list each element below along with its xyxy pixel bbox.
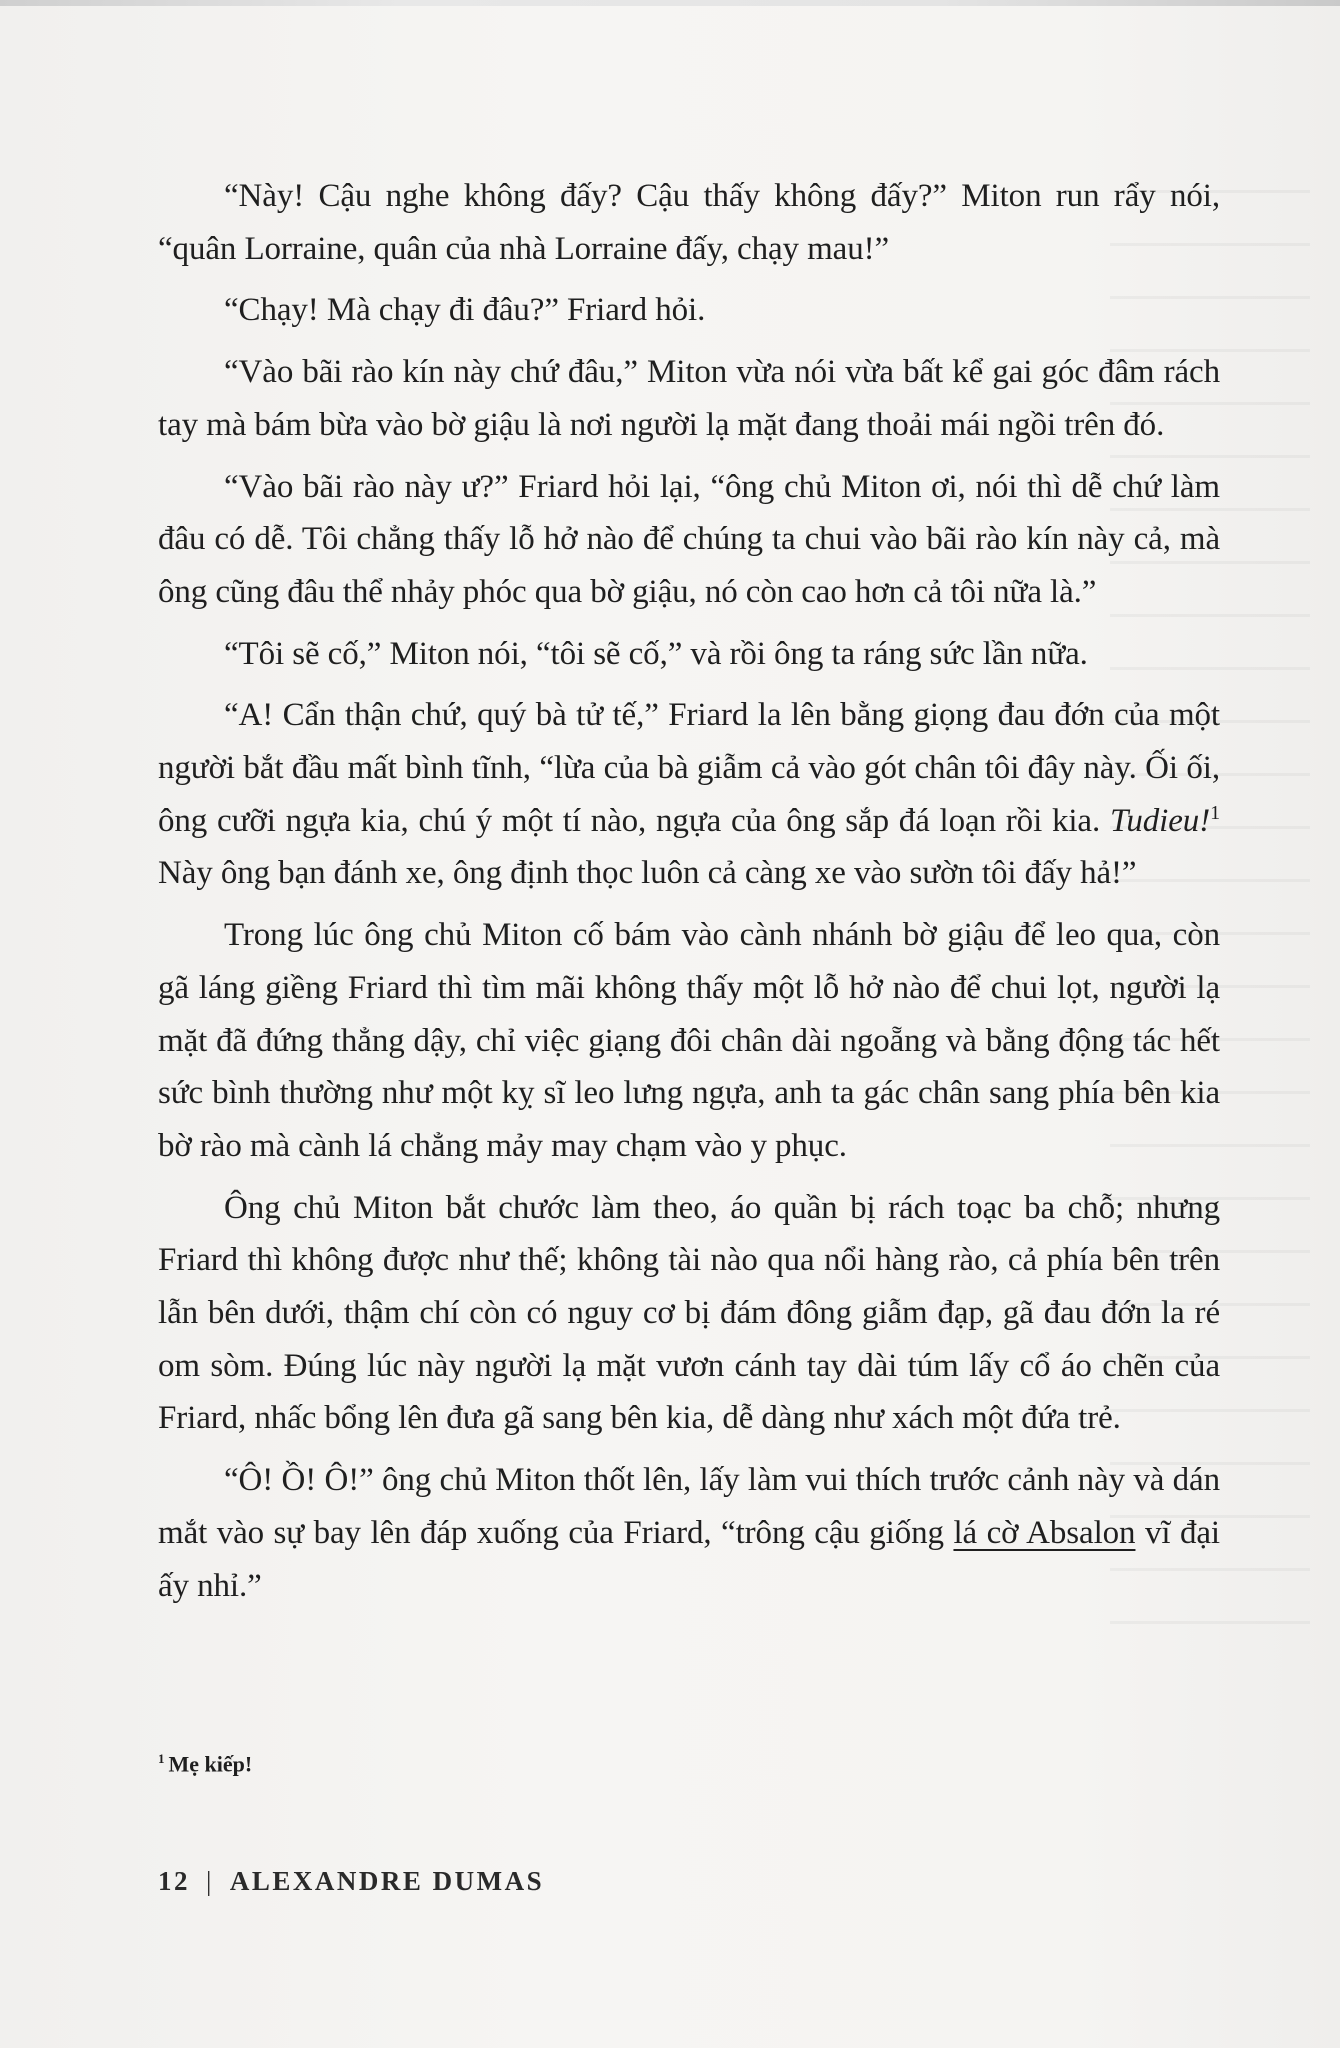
paragraph bbox=[158, 909, 1220, 1173]
paragraph-text: “A! Cẩn thận chứ, quý bà tử tế,” Friard la lên bằng giọng đau đớn của một người bắt đầu mất bình tĩnh, “lừa của bà giẫm cả vào gót chân tôi đây này. Ối ối, ông cưỡi ngựa kia, chú ý một tí nào, ngựa của ông sắp đá loạn rồi kia. bbox=[158, 697, 1220, 839]
paragraph bbox=[158, 284, 1220, 337]
paragraph-text: “Chạy! Mà chạy đi đâu?” Friard hỏi. bbox=[224, 292, 706, 329]
paragraph-text: “Vào bãi rào này ư?” Friard hỏi lại, “ông chủ Miton ơi, nói thì dễ chứ làm đâu có dễ. Tôi chẳng thấy lỗ hở nào để chúng ta chui vào bãi rào kín này cả, mà ông cũng đâu thể nhảy phóc qua bờ giậu, nó còn cao hơn cả tôi nữa là.” bbox=[158, 468, 1220, 610]
paragraph bbox=[158, 170, 1220, 275]
footnote-reference: 1 bbox=[1210, 801, 1220, 824]
paragraph-text: vĩ đại ấy nhỉ.” bbox=[158, 1514, 1220, 1604]
paragraph-text: “Tôi sẽ cố,” Miton nói, “tôi sẽ cố,” và rồi ông ta ráng sức lần nữa. bbox=[224, 635, 1088, 672]
author-name: ALEXANDRE DUMAS bbox=[229, 1866, 545, 1896]
footnote-marker: 1 bbox=[158, 1751, 165, 1766]
paragraph bbox=[158, 1454, 1220, 1612]
paragraph-text: Này ông bạn đánh xe, ông định thọc luôn cả càng xe vào sườn tôi đấy hả!” bbox=[158, 855, 1137, 892]
footnote bbox=[158, 1751, 252, 1777]
paragraph-text: Trong lúc ông chủ Miton cố bám vào cành nhánh bờ giậu để leo qua, còn gã láng giềng Friard thì tìm mãi không thấy một lỗ hở nào để chui lọt, người lạ mặt đã đứng thẳng dậy, chỉ việc giạng đôi chân dài ngoẵng và bằng động tác hết sức bình thường như một kỵ sĩ leo lưng ngựa, anh ta gác chân sang phía bên kia bờ rào mà cành lá chẳng mảy may chạm vào y phục. bbox=[158, 917, 1220, 1164]
page-top-edge bbox=[0, 0, 1340, 6]
paragraph-text: “Vào bãi rào kín này chứ đâu,” Miton vừa nói vừa bất kể gai góc đâm rách tay mà bám bừa vào bờ giậu là nơi người lạ mặt đang thoải mái ngồi trên đó. bbox=[158, 354, 1220, 443]
page-footer bbox=[158, 1866, 544, 1897]
paragraph bbox=[158, 1182, 1220, 1446]
paragraph bbox=[158, 461, 1220, 619]
paragraph bbox=[158, 346, 1220, 451]
paragraph-text: Ông chủ Miton bắt chước làm theo, áo quần bị rách toạc ba chỗ; nhưng Friard thì không được như thế; không tài nào qua nổi hàng rào, cả phía bên trên lẫn bên dưới, thậm chí còn có nguy cơ bị đám đông giẫm đạp, gã đau đớn la ré om sòm. Đúng lúc này người lạ mặt vươn cánh tay dài túm lấy cổ áo chẽn của Friard, nhấc bổng lên đưa gã sang bên kia, dễ dàng như xách một đứa trẻ. bbox=[158, 1189, 1220, 1437]
paragraph-text: “Ô! Ồ! Ô!” ông chủ Miton thốt lên, lấy làm vui thích trước cảnh này và dán mắt vào sự bay lên đáp xuống của Friard, “trông cậu giống bbox=[158, 1462, 1220, 1551]
body-text bbox=[158, 170, 1220, 1612]
paragraph bbox=[158, 689, 1220, 900]
italic-text: Tudieu! bbox=[1109, 802, 1211, 839]
paragraph-text: “Này! Cậu nghe không đấy? Cậu thấy không đấy?” Miton run rẩy nói, “quân Lorraine, quân của nhà Lorraine đấy, chạy mau!” bbox=[158, 178, 1220, 267]
page-number: 12 bbox=[158, 1866, 190, 1896]
footnote-text: Mẹ kiếp! bbox=[168, 1751, 253, 1777]
paragraph bbox=[158, 628, 1220, 681]
underlined-text: lá cờ Absalon bbox=[953, 1514, 1136, 1551]
footer-separator: | bbox=[206, 1866, 214, 1896]
